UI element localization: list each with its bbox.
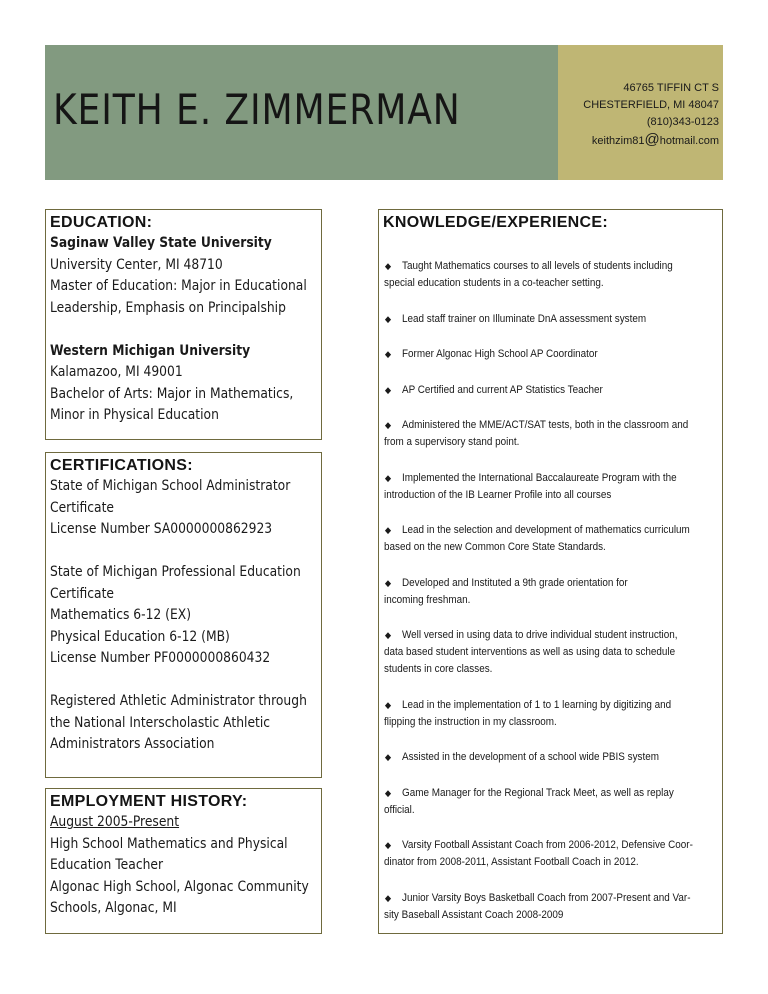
bullet-icon: ◆ — [384, 420, 392, 430]
experience-text: Varsity Football Assistant Coach from 2006-2012, Defensive Coor- — [402, 839, 693, 851]
header-name-band — [45, 45, 558, 180]
cert-line: License Number SA0000000862923 — [50, 521, 273, 537]
experience-list — [384, 258, 720, 942]
school-1-line: Leadership, Emphasis on Principalship — [50, 299, 286, 316]
experience-item-line — [384, 907, 719, 924]
cert-line: Registered Athletic Administrator through — [50, 693, 307, 709]
cert-line: State of Michigan Professional Education — [50, 564, 301, 580]
bullet-icon: ◆ — [384, 313, 392, 324]
experience-item-line — [384, 434, 719, 451]
experience-item — [384, 346, 719, 363]
experience-text: introduction of the IB Learner Profile into all courses — [384, 488, 612, 501]
experience-item-line — [384, 714, 719, 731]
experience-text: Assisted in the development of a school wide PBIS system — [402, 751, 659, 763]
employment-line: High School Mathematics and Physical — [50, 835, 288, 852]
experience-item — [384, 417, 719, 451]
bullet-icon: ◆ — [384, 630, 392, 640]
bullet-icon: ◆ — [384, 699, 392, 710]
education-section — [45, 209, 322, 440]
experience-item — [384, 697, 719, 731]
experience-item-line — [384, 539, 719, 556]
experience-item-line — [384, 592, 719, 609]
experience-item-line — [384, 470, 719, 487]
experience-item — [384, 785, 719, 819]
certifications-body — [50, 476, 307, 756]
experience-item-line — [384, 311, 719, 328]
experience-item-line — [384, 854, 719, 871]
employment-line: Schools, Algonac, MI — [50, 900, 177, 916]
experience-item — [384, 522, 719, 556]
email-address[interactable] — [583, 131, 719, 150]
experience-text: Administered the MME/ACT/SAT tests, both in the classroom and — [402, 419, 689, 431]
candidate-name: KEITH E. ZIMMERMAN — [53, 85, 461, 134]
experience-item-line — [384, 785, 719, 802]
cert-line: License Number PF0000000860432 — [50, 650, 271, 666]
experience-text: official. — [384, 803, 415, 816]
email-at: @ — [644, 131, 660, 148]
school-1-name: Saginaw Valley State University — [50, 235, 272, 251]
experience-item-line — [384, 661, 719, 678]
experience-item — [384, 470, 719, 504]
experience-text: Junior Varsity Boys Basketball Coach from 2007-Present and Var- — [402, 891, 691, 904]
bullet-icon: ◆ — [384, 472, 392, 483]
cert-line: Physical Education 6-12 (MB) — [50, 628, 230, 645]
experience-item-line — [384, 890, 719, 907]
bullet-icon: ◆ — [384, 752, 392, 762]
experience-item-line — [384, 749, 719, 766]
experience-item-line — [384, 258, 719, 275]
bullet-icon: ◆ — [384, 384, 392, 395]
experience-item — [384, 575, 719, 609]
cert-line: Certificate — [50, 585, 115, 602]
bullet-icon: ◆ — [384, 349, 392, 359]
experience-item-line — [384, 522, 719, 539]
experience-text: Game Manager for the Regional Track Meet, as well as replay — [402, 786, 674, 799]
experience-item — [384, 890, 719, 924]
experience-text: flipping the instruction in my classroom. — [384, 715, 557, 728]
experience-text: Lead in the implementation of 1 to 1 learning by digitizing and — [402, 698, 672, 711]
bullet-icon: ◆ — [384, 261, 392, 271]
email-domain: hotmail.com — [659, 135, 719, 147]
header-contact-band — [558, 45, 723, 180]
experience-text: Taught Mathematics courses to all levels of students including — [402, 260, 673, 272]
employment-section — [45, 788, 322, 934]
school-2-line: Minor in Physical Education — [50, 407, 219, 423]
contact-info — [583, 80, 719, 150]
address-line-1: 46765 TIFFIN CT S — [623, 82, 719, 94]
cert-line: Certificate — [50, 499, 115, 516]
employment-body — [50, 812, 309, 920]
certifications-section — [45, 452, 322, 778]
school-1-line: Master of Education: Major in Educational — [50, 278, 307, 294]
experience-text: Developed and Instituted a 9th grade orientation for — [402, 576, 628, 589]
certifications-title: CERTIFICATIONS: — [50, 457, 193, 474]
phone-number: (810)343-0123 — [646, 116, 719, 128]
cert-line: the National Interscholastic Athletic — [50, 714, 271, 731]
experience-text: dinator from 2008-2011, Assistant Football Coach in 2012. — [384, 856, 639, 868]
bullet-icon: ◆ — [384, 577, 392, 588]
experience-item — [384, 311, 719, 328]
school-2-name: Western Michigan University — [50, 342, 251, 359]
email-user: keithzim81 — [591, 135, 645, 147]
experience-text: data based student interventions as well as using data to schedule — [384, 646, 676, 658]
experience-text: special education students in a co-teacher setting. — [384, 277, 604, 289]
bullet-icon: ◆ — [384, 787, 392, 798]
experience-text: sity Baseball Assistant Coach 2008-2009 — [384, 908, 564, 921]
experience-text: Lead staff trainer on Illuminate DnA assessment system — [402, 312, 647, 325]
experience-item-line — [384, 417, 719, 434]
experience-text: Former Algonac High School AP Coordinator — [402, 348, 598, 360]
experience-item-line — [384, 644, 719, 661]
experience-item-line — [384, 802, 719, 819]
bullet-icon: ◆ — [384, 840, 392, 850]
experience-text: based on the new Common Core State Standards. — [384, 541, 606, 553]
experience-item-line — [384, 697, 719, 714]
experience-item-line — [384, 575, 719, 592]
cert-line: State of Michigan School Administrator — [50, 478, 291, 494]
knowledge-title: KNOWLEDGE/EXPERIENCE: — [383, 214, 608, 231]
experience-item — [384, 627, 719, 678]
bullet-icon: ◆ — [384, 525, 392, 535]
experience-text: AP Certified and current AP Statistics Teacher — [402, 383, 603, 396]
school-1-line: University Center, MI 48710 — [50, 256, 223, 273]
employment-title: EMPLOYMENT HISTORY: — [50, 793, 248, 810]
experience-text: Implemented the International Baccalaureate Program with the — [402, 471, 677, 484]
school-2-line: Kalamazoo, MI 49001 — [50, 364, 183, 380]
education-title: EDUCATION: — [50, 214, 153, 231]
school-2-line: Bachelor of Arts: Major in Mathematics, — [50, 385, 294, 402]
knowledge-section — [378, 209, 723, 934]
experience-item — [384, 382, 719, 399]
employment-dates: August 2005-Present — [50, 814, 180, 830]
spacer — [50, 541, 307, 563]
employment-line: Algonac High School, Algonac Community — [50, 878, 309, 895]
experience-text: Lead in the selection and development of mathematics curriculum — [402, 524, 690, 536]
experience-item — [384, 258, 719, 292]
experience-text: students in core classes. — [384, 663, 493, 675]
spacer — [50, 319, 307, 341]
experience-item — [384, 837, 719, 871]
employment-line: Education Teacher — [50, 857, 164, 873]
experience-item-line — [384, 346, 719, 363]
experience-text: incoming freshman. — [384, 593, 471, 606]
experience-item — [384, 749, 719, 766]
experience-item-line — [384, 837, 719, 854]
bullet-icon: ◆ — [384, 892, 392, 903]
experience-item-line — [384, 275, 719, 292]
experience-item-line — [384, 627, 719, 644]
spacer — [50, 670, 307, 692]
experience-text: from a supervisory stand point. — [384, 436, 520, 448]
address-line-2: CHESTERFIELD, MI 48047 — [583, 99, 719, 111]
experience-text: Well versed in using data to drive individual student instruction, — [402, 629, 678, 641]
education-body — [50, 233, 307, 427]
experience-item-line — [384, 487, 719, 504]
cert-line: Mathematics 6-12 (EX) — [50, 607, 192, 623]
experience-item-line — [384, 382, 719, 399]
cert-line: Administrators Association — [50, 736, 215, 752]
